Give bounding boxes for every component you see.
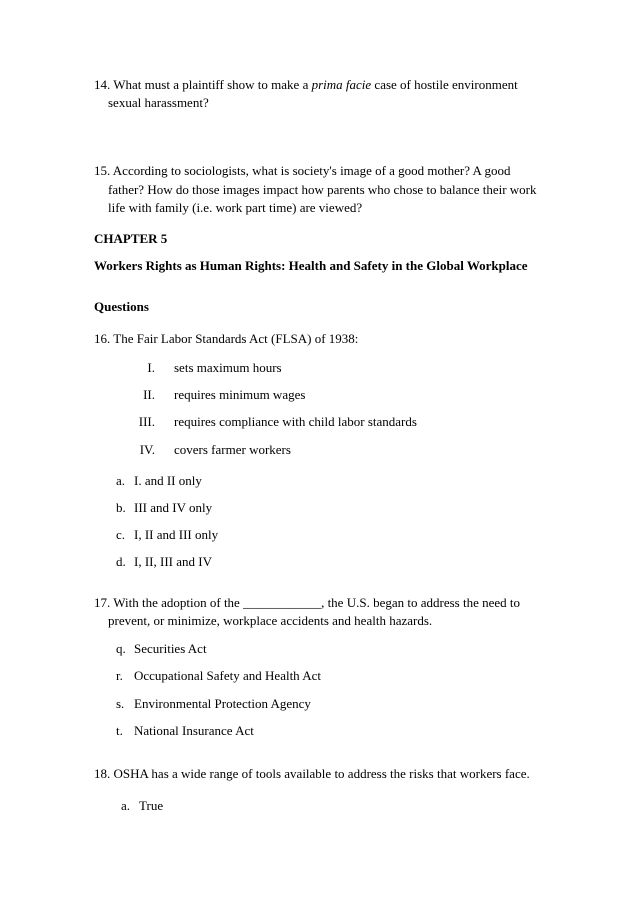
statement-number: IV. [139,442,155,457]
chapter-heading: CHAPTER 5 [94,231,168,246]
answer-choice [116,641,207,657]
choice-letter: s. [116,696,125,711]
chapter-title: Workers Rights as Human Rights: Health and Safety in the Global Workplace [94,258,528,273]
question-17-line-2: prevent, or minimize, workplace accidents and health hazards. [108,613,433,628]
answer-choice [116,554,212,570]
choice-letter: a. [116,473,126,488]
choice-text: True [139,798,164,813]
choice-letter: b. [116,500,126,515]
question-14-line-1 [94,77,518,93]
question-15-line-2: father? How do those images impact how parents who chose to balance their work [108,182,537,197]
statement-number: III. [138,414,155,429]
statement-text: requires compliance with child labor standards [174,414,417,429]
question-14-text-b: case of hostile environment [371,77,518,92]
question-15-line-1: 15. According to sociologists, what is society's image of a good mother? A good [94,163,511,178]
answer-choice [116,473,202,489]
statement-text: requires minimum wages [174,387,306,402]
answer-choice [116,500,212,516]
choice-text: I, II and III only [134,527,219,542]
choice-text: Occupational Safety and Health Act [134,668,321,683]
choice-text: I, II, III and IV [134,554,212,569]
answer-choice [121,798,163,814]
statement-number: I. [147,360,155,375]
answer-choice [116,668,321,684]
question-14-text-a: 14. What must a plaintiff show to make a [94,77,312,92]
question-15-line-3: life with family (i.e. work part time) are viewed? [108,200,363,215]
choice-text: Environmental Protection Agency [134,696,311,711]
choice-text: National Insurance Act [134,723,254,738]
choice-letter: r. [116,668,123,683]
answer-choice [116,696,311,712]
question-14-italic-term: prima facie [311,77,372,92]
question-17-line-1: 17. With the adoption of the ____________, the U.S. began to address the need to [94,595,520,610]
answer-choice [116,527,218,543]
statement-text: covers farmer workers [174,442,291,457]
choice-letter: d. [116,554,126,569]
question-18-stem: 18. OSHA has a wide range of tools available to address the risks that workers face. [94,766,530,781]
question-14-line-2: sexual harassment? [108,95,209,110]
choice-letter: a. [121,798,131,813]
choice-letter: q. [116,641,126,656]
statement-text: sets maximum hours [174,360,282,375]
choice-letter: t. [116,723,123,738]
questions-heading: Questions [94,299,149,314]
choice-text: III and IV only [134,500,213,515]
choice-text: I. and II only [134,473,202,488]
question-16-stem: 16. The Fair Labor Standards Act (FLSA) of 1938: [94,331,359,346]
choice-text: Securities Act [134,641,207,656]
choice-letter: c. [116,527,126,542]
statement-number: II. [143,387,155,402]
answer-choice [116,723,254,739]
